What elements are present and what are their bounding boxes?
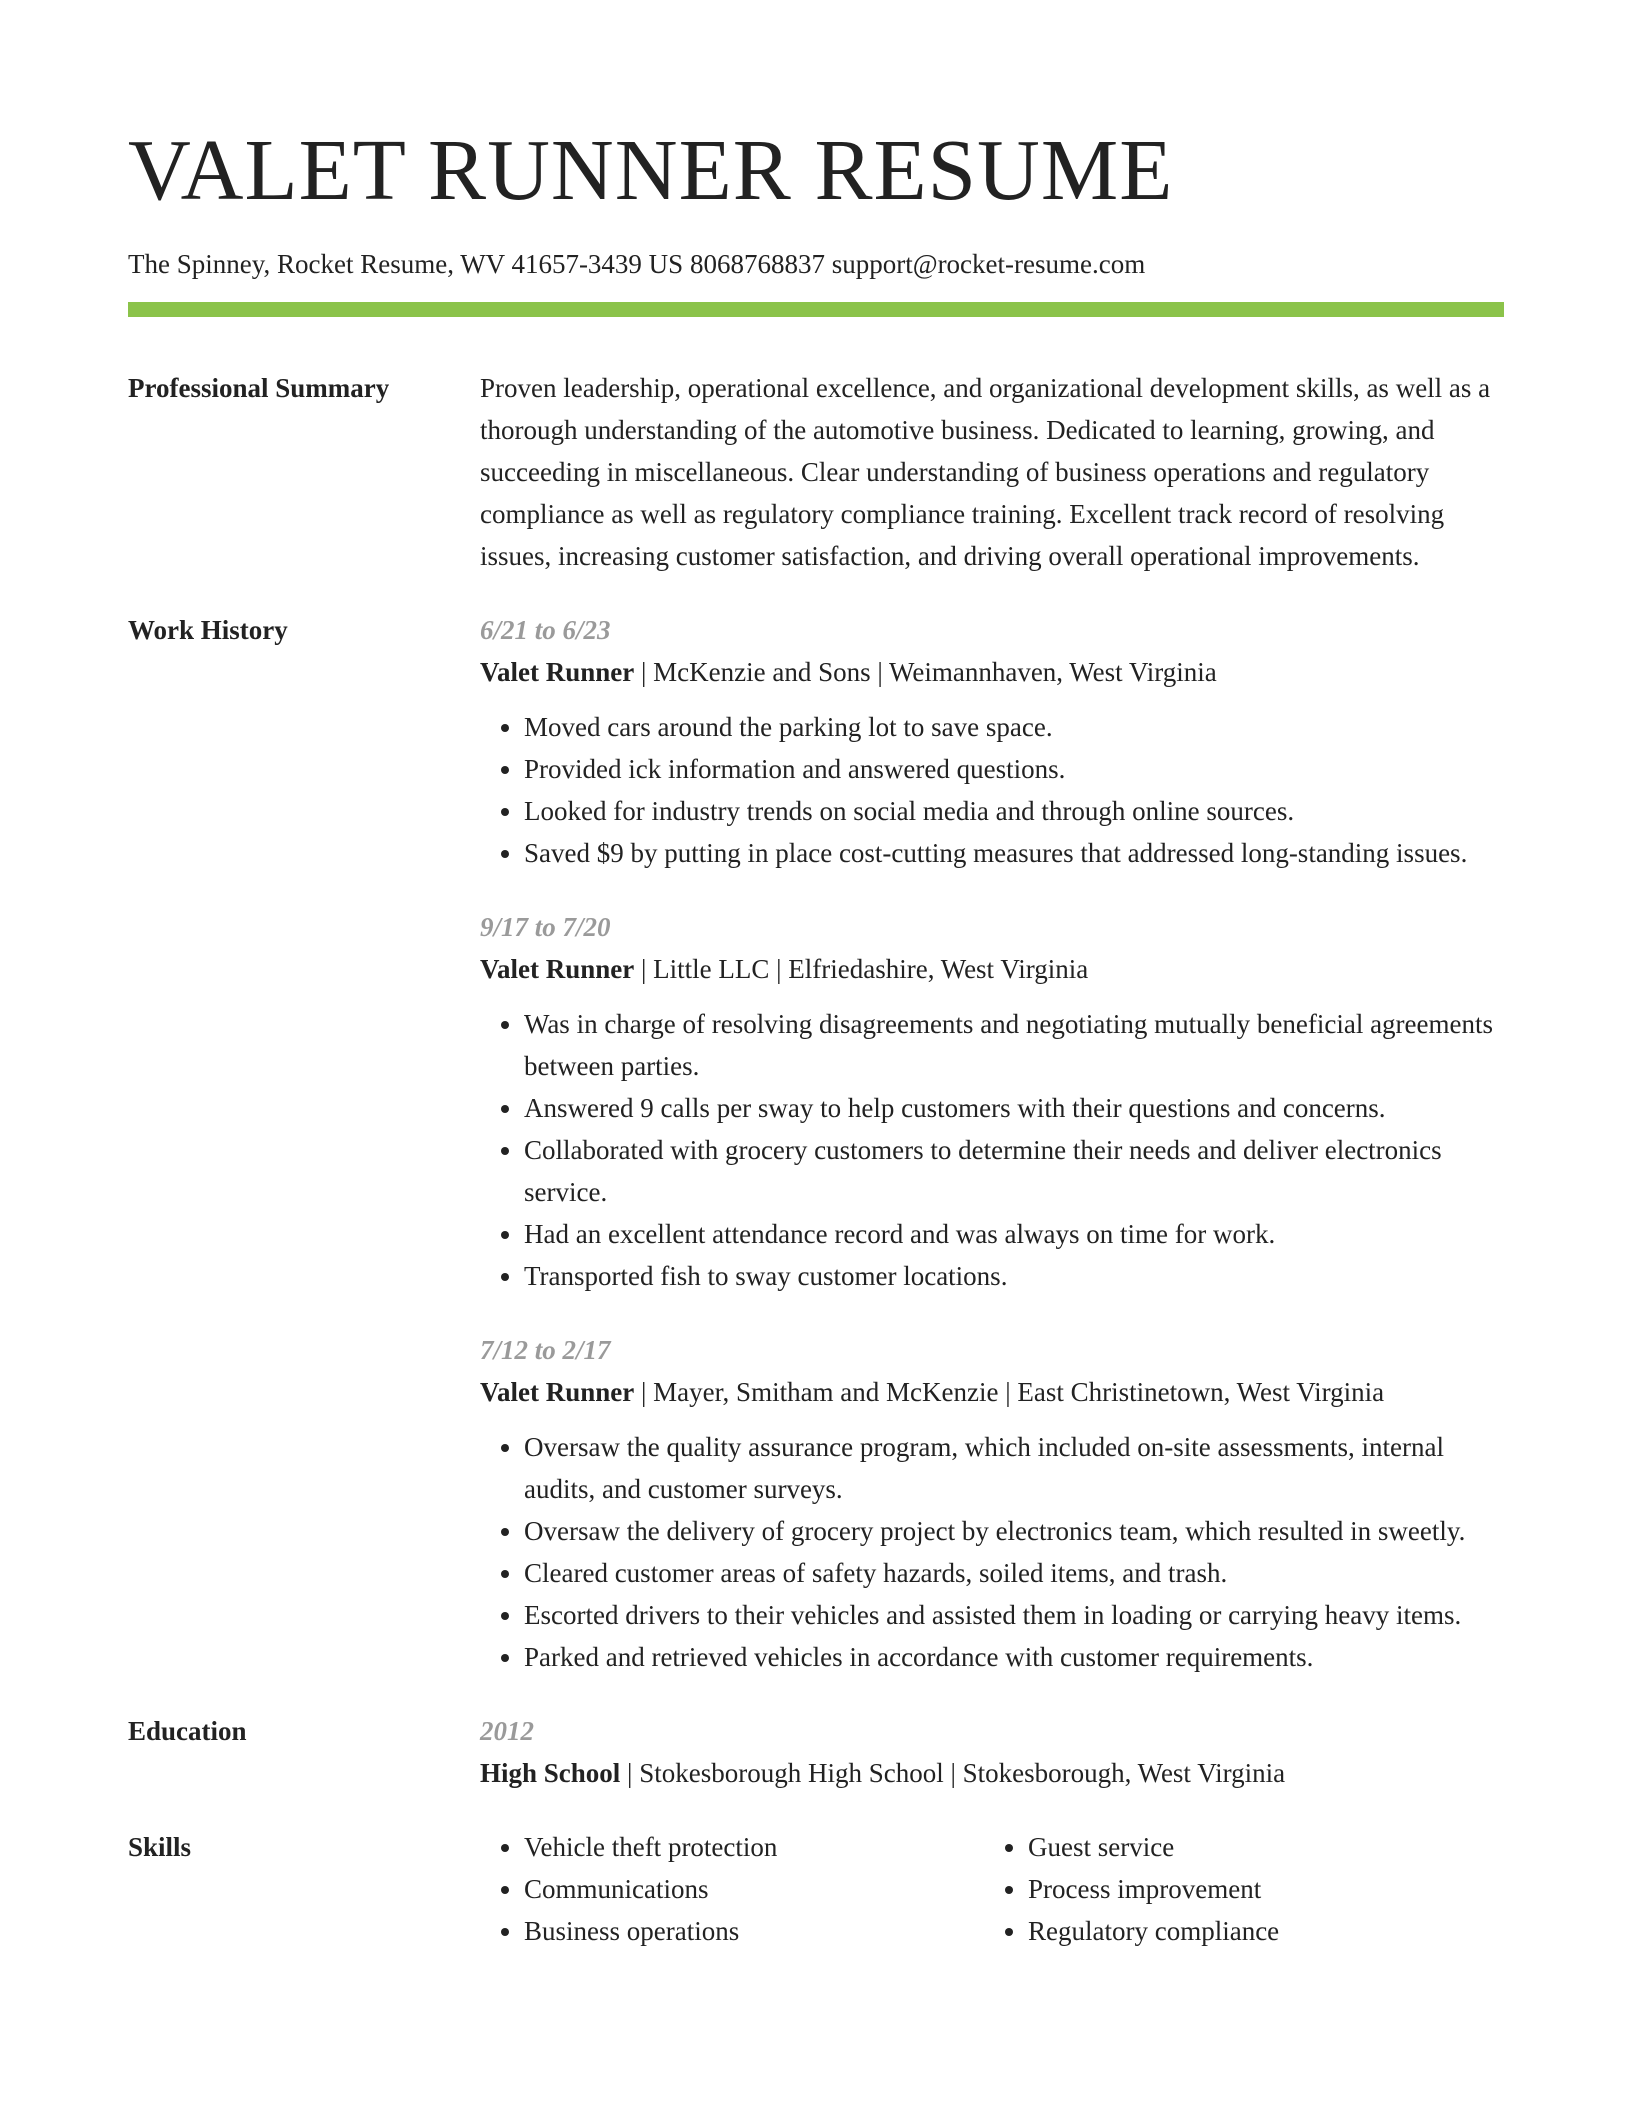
job-heading [480, 1371, 1504, 1413]
education-year: 2012 [480, 1716, 534, 1746]
list-item: • Collaborated with grocery customers to determine their needs and deliver electronics service. [524, 1129, 1504, 1213]
education-section [128, 1710, 1504, 1794]
job-heading [480, 948, 1504, 990]
job-entry [480, 1329, 1504, 1678]
job-dates: 7/12 to 2/17 [480, 1335, 611, 1365]
list-item: • Oversaw the quality assurance program, which included on-site assessments, internal audits, and customer surveys. [524, 1426, 1504, 1510]
skills-columns [480, 1826, 1504, 1952]
work-history-section [128, 609, 1504, 1678]
job-title: Valet Runner [480, 954, 635, 984]
job-bullets [480, 706, 1504, 874]
job-bullets [480, 1003, 1504, 1297]
list-item: • Process improvement [1028, 1868, 1448, 1910]
list-item: • Provided ick information and answered questions. [524, 748, 1504, 790]
list-item: • Communications [524, 1868, 984, 1910]
skills-section [128, 1826, 1504, 1952]
job-details: | Mayer, Smitham and McKenzie | East Christinetown, West Virginia [634, 1377, 1385, 1407]
list-item: • Vehicle theft protection [524, 1826, 984, 1868]
job-title: Valet Runner [480, 1377, 635, 1407]
list-item: • Transported fish to sway customer locations. [524, 1255, 1504, 1297]
job-bullets [480, 1426, 1504, 1678]
job-dates: 6/21 to 6/23 [480, 615, 611, 645]
job-dates: 9/17 to 7/20 [480, 912, 611, 942]
list-item: • Looked for industry trends on social media and through online sources. [524, 790, 1504, 832]
list-item: • Business operations [524, 1910, 984, 1952]
list-item: • Saved $9 by putting in place cost-cutting measures that addressed long-standing issues. [524, 832, 1504, 874]
job-entry [480, 906, 1504, 1297]
list-item: • Oversaw the delivery of grocery project by electronics team, which resulted in sweetly. [524, 1510, 1504, 1552]
list-item: • Had an excellent attendance record and was always on time for work. [524, 1213, 1504, 1255]
education-degree: High School [480, 1758, 621, 1788]
education-details: | Stokesborough High School | Stokesborough, West Virginia [620, 1758, 1286, 1788]
list-item: • Was in charge of resolving disagreements and negotiating mutually beneficial agreements between parties. [524, 1003, 1504, 1087]
work-history-label: Work History [128, 615, 288, 645]
list-item: • Moved cars around the parking lot to save space. [524, 706, 1504, 748]
job-details: | McKenzie and Sons | Weimannhaven, West Virginia [634, 657, 1217, 687]
summary-label: Professional Summary [128, 373, 390, 403]
job-title: Valet Runner [480, 657, 635, 687]
skills-list-right [984, 1826, 1448, 1952]
list-item: • Regulatory compliance [1028, 1910, 1448, 1952]
summary-section [128, 367, 1504, 577]
job-entry [480, 609, 1504, 874]
list-item: • Cleared customer areas of safety hazards, soiled items, and trash. [524, 1552, 1504, 1594]
job-heading [480, 651, 1504, 693]
list-item: • Escorted drivers to their vehicles and assisted them in loading or carrying heavy items. [524, 1594, 1504, 1636]
list-item: • Guest service [1028, 1826, 1448, 1868]
skills-body [480, 1826, 1504, 1952]
education-label: Education [128, 1716, 247, 1746]
education-body [480, 1710, 1504, 1794]
list-item: • Parked and retrieved vehicles in accordance with customer requirements. [524, 1636, 1504, 1678]
list-item: • Answered 9 calls per sway to help customers with their questions and concerns. [524, 1087, 1504, 1129]
skills-label: Skills [128, 1832, 192, 1862]
skills-list-left [480, 1826, 984, 1952]
work-history-body [480, 609, 1504, 1678]
resume-page [128, 0, 1504, 1952]
header-divider [128, 302, 1504, 317]
resume-title: VALET RUNNER RESUME [128, 121, 1174, 218]
education-heading [480, 1752, 1504, 1794]
contact-line: The Spinney, Rocket Resume, WV 41657-3439 US 8068768837 support@rocket-resume.com [128, 249, 1146, 279]
summary-text: Proven leadership, operational excellence, and organizational development skills, as well as a thorough understanding of the automotive business. Dedicated to learning, growing, and succeeding in miscellaneous. Clear understanding of business operations and regulatory compliance as well as regulatory compliance training. Excellent track record of resolving issues, increasing customer satisfaction, and driving overall operational improvements. [480, 373, 1491, 571]
job-details: | Little LLC | Elfriedashire, West Virginia [634, 954, 1089, 984]
